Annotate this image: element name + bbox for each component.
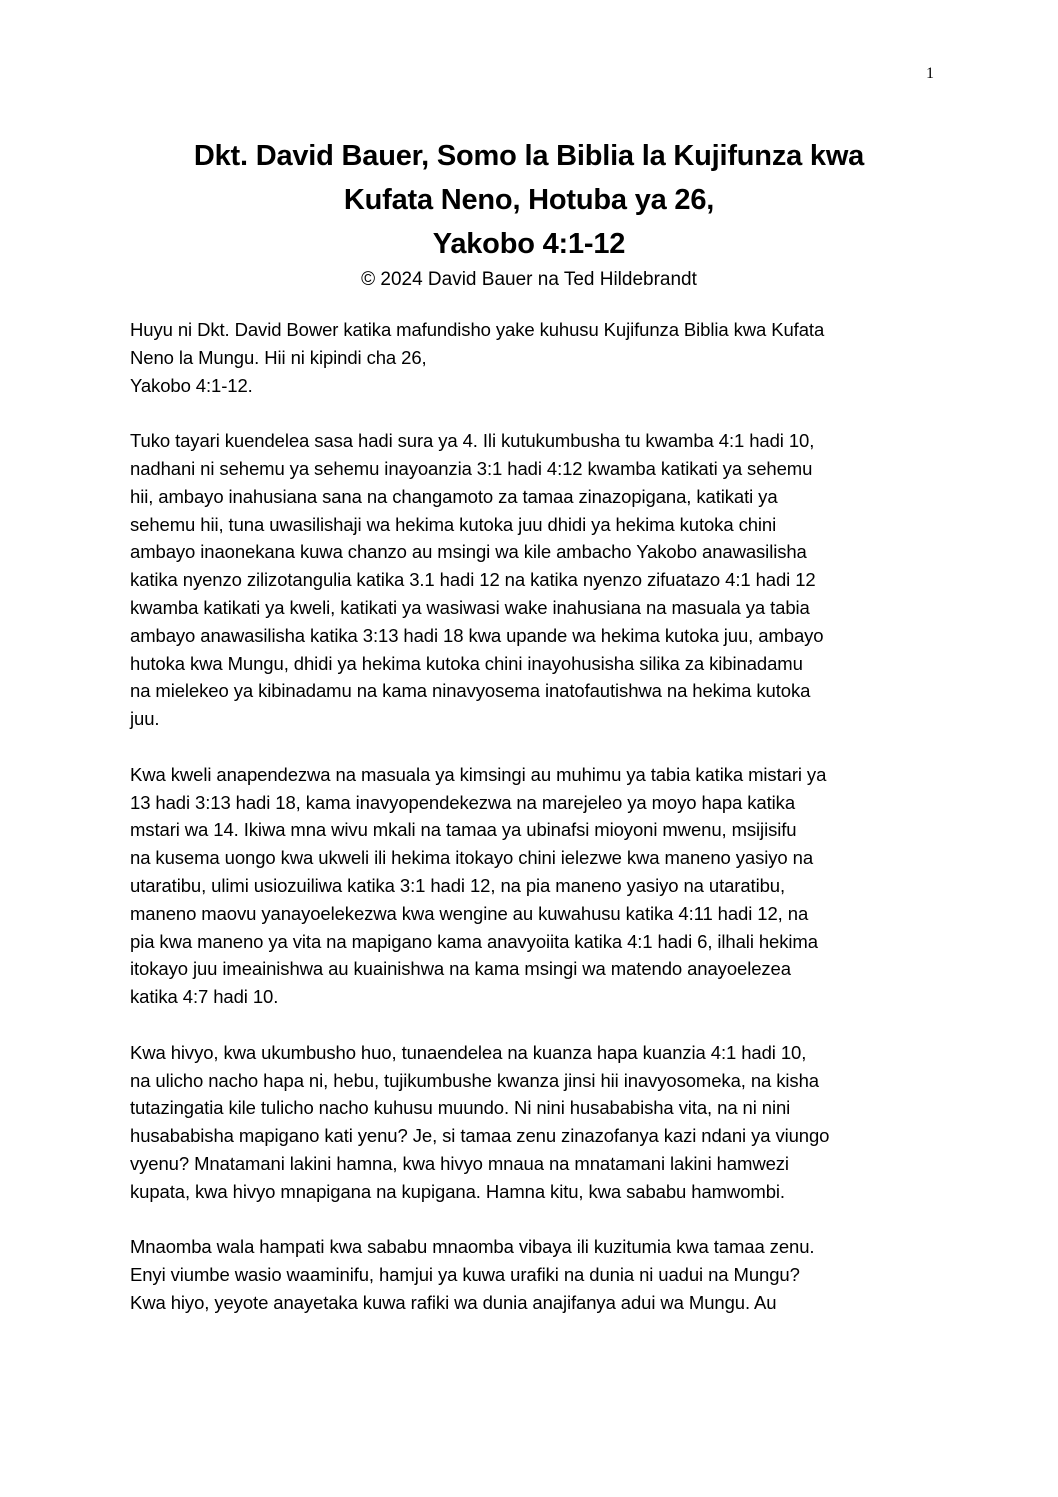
paragraph (130, 761, 950, 1011)
text-line: Kwa hivyo, kwa ukumbusho huo, tunaendelea na kuanza hapa kuanzia 4:1 hadi 10, (130, 1041, 807, 1063)
text-line: Neno la Mungu. Hii ni kipindi cha 26, (130, 346, 427, 368)
text-line: Yakobo 4:1-12. (130, 374, 253, 396)
text-line: Huyu ni Dkt. David Bower katika mafundisho yake kuhusu Kujifunza Biblia kwa Kufata (130, 319, 825, 340)
paragraph (130, 427, 950, 733)
page-number: 1 (926, 65, 934, 82)
text-line: ambayo anawasilisha katika 3:13 hadi 18 kwa upande wa hekima kutoka juu, ambayo (130, 624, 824, 646)
text-line: Enyi viumbe wasio waaminifu, hamjui ya kuwa urafiki na dunia ni uadui na Mungu? (130, 1264, 800, 1286)
text-line: kupata, kwa hivyo mnapigana na kupigana. Hamna kitu, kwa sababu hamwombi. (130, 1180, 785, 1202)
text-line: katika nyenzo zilizotangulia katika 3.1 hadi 12 na katika nyenzo zifuatazo 4:1 hadi 12 (130, 569, 816, 591)
text-line: husababisha mapigano kati yenu? Je, si tamaa zenu zinazofanya kazi ndani ya viungo (130, 1125, 830, 1147)
text-line: vyenu? Mnatamani lakini hamna, kwa hivyo mnaua na mnatamani lakini hamwezi (130, 1152, 789, 1174)
text-line: Kwa kweli anapendezwa na masuala ya kimsingi au muhimu ya tabia katika mistari ya (130, 763, 827, 785)
text-line: hii, ambayo inahusiana sana na changamoto za tamaa zinazopigana, katikati ya (130, 485, 778, 507)
text-line: Kwa hiyo, yeyote anayetaka kuwa rafiki wa dunia anajifanya adui wa Mungu. Au (130, 1291, 777, 1313)
text-line: Mnaomba wala hampati kwa sababu mnaomba vibaya ili kuzitumia kwa tamaa zenu. (130, 1236, 815, 1258)
title-line: Dkt. David Bauer, Somo la Biblia la Kujifunza kwa (193, 140, 865, 172)
title-line: Kufata Neno, Hotuba ya 26, (343, 184, 715, 216)
document-title (110, 134, 948, 294)
paragraph (130, 316, 950, 399)
text-line: nadhani ni sehemu ya sehemu inayoanzia 3:1 hadi 4:12 kwamba katikati ya sehemu (130, 457, 813, 479)
text-line: ambayo inaonekana kuwa chanzo au msingi wa kile ambacho Yakobo anawasilisha (130, 541, 807, 563)
text-line: mstari wa 14. Ikiwa mna wivu mkali na tamaa ya ubinafsi mioyoni mwenu, msijisifu (130, 819, 797, 841)
paragraph (130, 1039, 950, 1206)
paragraph (130, 1233, 950, 1316)
text-line: juu. (130, 708, 160, 730)
copyright-notice: © 2024 David Bauer na Ted Hildebrandt (361, 269, 697, 290)
text-line: katika 4:7 hadi 10. (130, 986, 279, 1008)
text-line: utaratibu, ulimi usiozuiliwa katika 3:1 hadi 12, na pia maneno yasiyo na utaratibu, (130, 874, 786, 896)
text-line: maneno maovu yanayoelekezwa kwa wengine au kuwahusu katika 4:11 hadi 12, na (130, 902, 809, 924)
text-line: sehemu hii, tuna uwasilishaji wa hekima kutoka juu dhidi ya hekima kutoka chini (130, 513, 777, 535)
text-line: itokayo juu imeainishwa au kuainishwa na kama msingi wa matendo anayoelezea (130, 958, 791, 980)
text-line: na mielekeo ya kibinadamu na kama ninavyosema inatofautishwa na hekima kutoka (130, 680, 811, 702)
text-line: hutoka kwa Mungu, dhidi ya hekima kutoka chini inayohusisha silika za kibinadamu (130, 652, 803, 674)
text-line: kwamba katikati ya kweli, katikati ya wasiwasi wake inahusiana na masuala ya tabia (130, 596, 810, 618)
text-line: pia kwa maneno ya vita na mapigano kama anavyoiita katika 4:1 hadi 6, ilhali hekima (130, 930, 818, 952)
text-line: na ulicho nacho hapa ni, hebu, tujikumbushe kwanza jinsi hii inavyosomeka, na kisha (130, 1069, 819, 1091)
document-body (130, 316, 950, 1344)
text-line: na kusema uongo kwa ukweli ili hekima itokayo chini ielezwe kwa maneno yasiyo na (130, 847, 814, 869)
title-line: Yakobo 4:1-12 (432, 228, 626, 260)
text-line: Tuko tayari kuendelea sasa hadi sura ya 4. Ili kutukumbusha tu kwamba 4:1 hadi 10, (130, 430, 815, 452)
text-line: tutazingatia kile tulicho nacho kuhusu muundo. Ni nini husababisha vita, na ni nini (130, 1097, 791, 1119)
text-line: 13 hadi 3:13 hadi 18, kama inavyopendekezwa na marejeleo ya moyo hapa katika (130, 791, 796, 813)
